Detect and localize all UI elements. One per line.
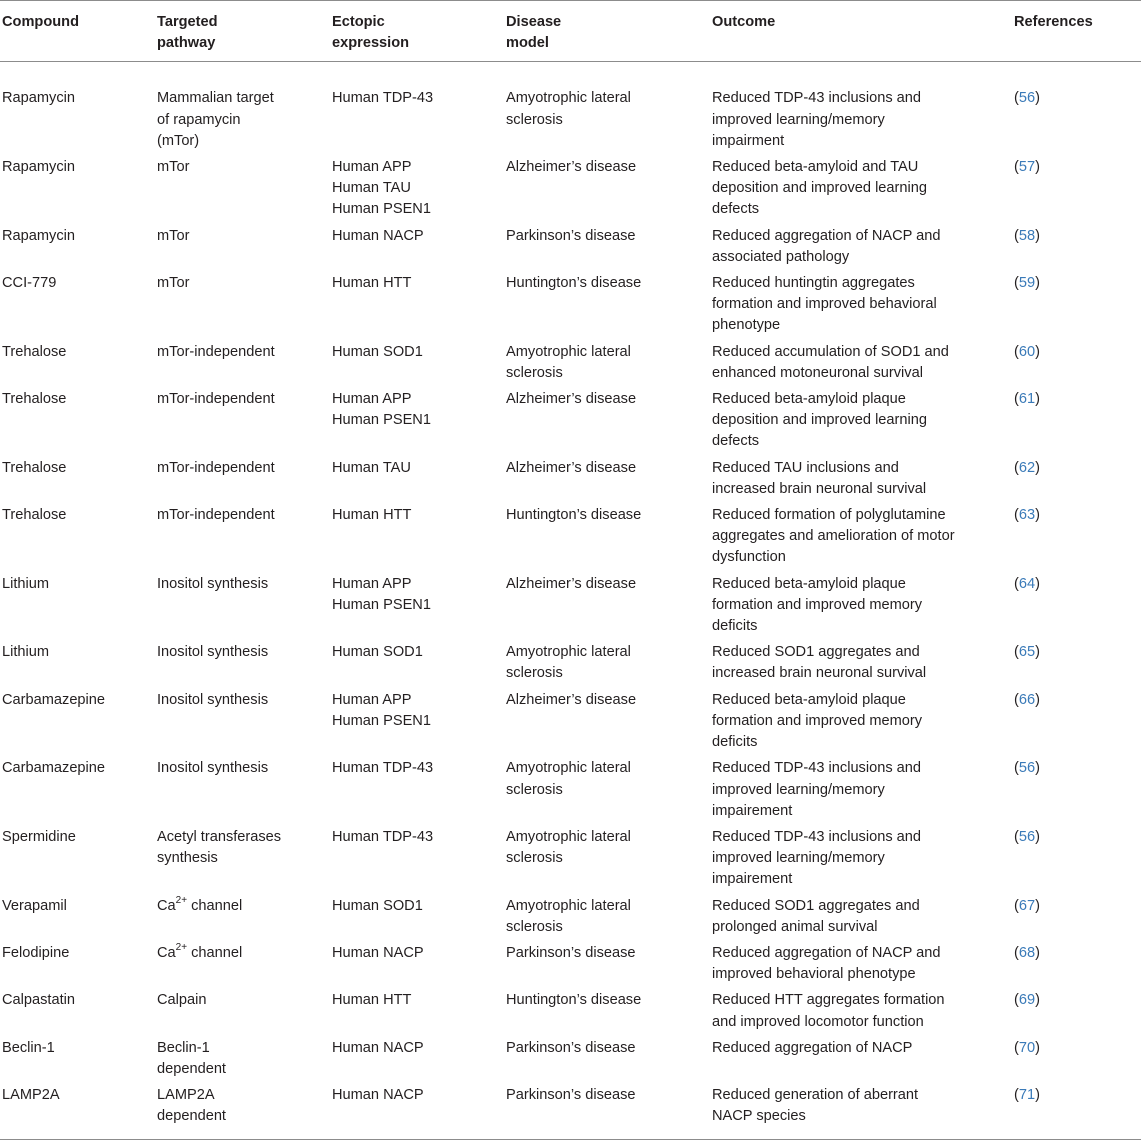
cell-line: expression [332,35,410,52]
cell-line: Parkinson’s disease [506,1039,636,1056]
cell-line: mTor-independent [157,343,275,360]
cell-line: NACP species [712,1108,806,1125]
cell-line: Reduced huntingtin aggregates [712,275,915,292]
cell-line: Reduced beta-amyloid plaque [712,575,906,592]
cell-line: Reduced aggregation of NACP and [712,227,941,244]
cell-line: defects [712,433,760,450]
cell-line: Compound [2,14,80,30]
cell-reference: (57) [1014,159,1040,176]
cell-line: Human PSEN1 [332,712,431,729]
cell-targeted-pathway [155,758,330,827]
cell-line: improved learning/memory [712,850,885,867]
cell-line: deficits [712,618,758,635]
table-row [0,943,1141,990]
cell-line: Inositol synthesis [157,760,269,777]
cell-disease-model [504,1038,710,1085]
cell-ectopic-expression [330,1085,504,1139]
cell-compound: Trehalose [2,391,67,408]
cell-line: increased brain neuronal survival [712,665,927,682]
cell-ectopic-expression [330,896,504,943]
cell-outcome [710,62,1012,157]
cell-outcome [710,342,1012,389]
table-row [0,62,1141,157]
cell-line: Reduced beta-amyloid plaque [712,391,906,408]
cell-line: dysfunction [712,549,786,566]
table-row [0,389,1141,458]
cell-line: sclerosis [506,111,563,128]
cell-targeted-pathway [155,342,330,389]
cell-line: Parkinson’s disease [506,1087,636,1104]
cell-line: Huntington’s disease [506,275,642,292]
cell-outcome [710,458,1012,505]
cell-compound: Carbamazepine [2,691,106,708]
cell-disease-model [504,226,710,273]
cell-line: impairment [712,132,785,149]
cell-disease-model [504,1085,710,1139]
cell-compound: Rapamycin [2,90,75,107]
cell-ectopic-expression [330,943,504,990]
cell-line: improved behavioral phenotype [712,966,916,983]
cell-line: formation and improved memory [712,596,923,613]
table-row [0,505,1141,574]
cell-ectopic-expression [330,157,504,226]
cell-outcome [710,758,1012,827]
header-ectopic-expression [330,1,504,62]
reference-link[interactable]: 64 [1018,575,1036,592]
cell-reference: (61) [1014,391,1040,408]
cell-outcome [710,827,1012,896]
cell-line: Human NACP [332,944,424,961]
table-row [0,574,1141,643]
cell-ectopic-expression [330,1038,504,1085]
cell-disease-model [504,157,710,226]
cell-line: Amyotrophic lateral [506,343,631,360]
cell-ectopic-expression [330,990,504,1037]
cell-ectopic-expression [330,389,504,458]
cell-line: Mammalian target [157,90,274,107]
cell-line: dependent [157,1060,226,1077]
cell-outcome [710,226,1012,273]
cell-line: Reduced aggregation of NACP [712,1039,913,1056]
table-header [0,1,1141,62]
cell-ectopic-expression [330,642,504,689]
cell-disease-model [504,896,710,943]
cell-line: Reduced beta-amyloid and TAU [712,159,919,176]
cell-line: Acetyl transferases [157,828,282,845]
cell-line: Reduced SOD1 aggregates and [712,897,920,914]
cell-line: formation and improved behavioral [712,296,937,313]
cell-compound: Beclin-1 [2,1039,55,1056]
cell-outcome [710,389,1012,458]
cell-line: Reduced formation of polyglutamine [712,507,946,524]
header-targeted-pathway [155,1,330,62]
cell-ectopic-expression [330,574,504,643]
cell-reference: (64) [1014,575,1040,592]
cell-disease-model [504,273,710,342]
reference-link[interactable]: 69 [1018,992,1036,1009]
cell-disease-model [504,827,710,896]
cell-line: defects [712,201,760,218]
cell-disease-model [504,505,710,574]
cell-line: mTor [157,227,190,244]
cell-line: improved learning/memory [712,781,885,798]
cell-reference: (60) [1014,343,1040,360]
cell-line: mTor-independent [157,459,275,476]
cell-ectopic-expression [330,458,504,505]
cell-line: Outcome [712,14,776,30]
table-row [0,758,1141,827]
cell-line: Human TDP-43 [332,90,434,107]
cell-line: sclerosis [506,665,563,682]
reference-link[interactable]: 57 [1018,159,1036,176]
cell-targeted-pathway [155,574,330,643]
cell-line: Amyotrophic lateral [506,644,631,661]
cell-ectopic-expression [330,758,504,827]
cell-compound: Lithium [2,575,50,592]
cell-line: synthesis [157,850,218,867]
cell-compound: Calpastatin [2,992,76,1009]
cell-compound: Rapamycin [2,227,75,244]
cell-reference: (68) [1014,944,1040,961]
cell-line: Inositol synthesis [157,644,269,661]
cell-compound: LAMP2A [2,1087,60,1104]
cell-line: Reduced HTT aggregates formation [712,992,945,1009]
cell-reference: (69) [1014,992,1040,1009]
cell-outcome [710,690,1012,759]
cell-line: Human APP [332,691,412,708]
cell-ectopic-expression [330,342,504,389]
cell-line: Human PSEN1 [332,201,431,218]
cell-outcome [710,505,1012,574]
cell-line: Huntington’s disease [506,992,642,1009]
table-row [0,157,1141,226]
cell-line: Reduced beta-amyloid plaque [712,691,906,708]
cell-line: enhanced motoneuronal survival [712,364,923,381]
reference-link[interactable]: 63 [1018,507,1036,524]
cell-outcome [710,574,1012,643]
cell-reference: (59) [1014,275,1040,292]
cell-line: Disease [506,14,562,30]
table-row [0,1085,1141,1139]
cell-line: deficits [712,734,758,751]
reference-link[interactable]: 68 [1018,944,1036,961]
cell-line: mTor [157,159,190,176]
cell-targeted-pathway [155,389,330,458]
reference-link[interactable]: 65 [1018,644,1036,661]
cell-line: sclerosis [506,850,563,867]
reference-link[interactable]: 60 [1018,343,1036,360]
cell-ectopic-expression [330,62,504,157]
cell-line: Beclin-1 [157,1039,210,1056]
cell-line: Amyotrophic lateral [506,897,631,914]
cell-line: Alzheimer’s disease [506,391,637,408]
cell-targeted-pathway [155,827,330,896]
cell-line: Amyotrophic lateral [506,90,631,107]
cell-line: mTor-independent [157,507,275,524]
cell-reference: (71) [1014,1087,1040,1104]
cell-reference: (56) [1014,90,1040,107]
cell-line: Reduced TAU inclusions and [712,459,899,476]
cell-reference: (67) [1014,897,1040,914]
cell-targeted-pathway [155,157,330,226]
header-disease-model [504,1,710,62]
cell-line: Huntington’s disease [506,507,642,524]
cell-line: Reduced TDP-43 inclusions and [712,760,922,777]
cell-line: Reduced aggregation of NACP and [712,944,941,961]
cell-targeted-pathway [155,896,330,943]
cell-line: Inositol synthesis [157,575,269,592]
cell-line: Reduced TDP-43 inclusions and [712,828,922,845]
cell-line: deposition and improved learning [712,180,927,197]
header-references [1012,1,1141,62]
cell-line: Amyotrophic lateral [506,760,631,777]
cell-disease-model [504,642,710,689]
cell-targeted-pathway [155,642,330,689]
reference-link[interactable]: 58 [1018,227,1036,244]
cell-line: Parkinson’s disease [506,944,636,961]
table-row [0,896,1141,943]
cell-line: Alzheimer’s disease [506,159,637,176]
cell-disease-model [504,758,710,827]
cell-line: Amyotrophic lateral [506,828,631,845]
cell-targeted-pathway [155,458,330,505]
cell-reference: (66) [1014,691,1040,708]
table-row [0,273,1141,342]
reference-link[interactable]: 67 [1018,897,1036,914]
cell-line: Calpain [157,992,207,1009]
table-row [0,1038,1141,1085]
cell-line: improved learning/memory [712,111,885,128]
cell-targeted-pathway [155,990,330,1037]
cell-compound: Verapamil [2,897,67,914]
cell-line: dependent [157,1108,226,1125]
cell-targeted-pathway [155,1038,330,1085]
cell-line: phenotype [712,317,781,334]
cell-line: mTor [157,275,190,292]
cell-outcome [710,896,1012,943]
cell-outcome [710,157,1012,226]
cell-targeted-pathway [155,1085,330,1139]
header-outcome [710,1,1012,62]
cell-line: and improved locomotor function [712,1013,924,1030]
cell-line: Ectopic [332,14,385,30]
cell-line: Targeted [157,14,218,30]
cell-targeted-pathway [155,62,330,157]
cell-compound: Felodipine [2,944,70,961]
cell-line: Reduced SOD1 aggregates and [712,644,920,661]
cell-compound: CCI-779 [2,275,57,292]
cell-line: Human TAU [332,459,411,476]
reference-link[interactable]: 70 [1018,1039,1036,1056]
cell-compound: Spermidine [2,828,76,845]
cell-line: Reduced generation of aberrant [712,1087,919,1104]
cell-compound: Lithium [2,644,50,661]
cell-targeted-pathway [155,943,330,990]
cell-line: pathway [157,35,216,52]
cell-reference: (63) [1014,507,1040,524]
cell-line: prolonged animal survival [712,918,878,935]
table-body [0,62,1141,1139]
cell-targeted-pathway [155,273,330,342]
cell-outcome [710,273,1012,342]
cell-line: sclerosis [506,364,563,381]
cell-line: sclerosis [506,918,563,935]
cell-line: LAMP2A [157,1087,215,1104]
cell-line: Human TDP-43 [332,828,434,845]
cell-line: Human SOD1 [332,343,423,360]
cell-ectopic-expression [330,505,504,574]
cell-line: sclerosis [506,781,563,798]
reference-link[interactable]: 56 [1018,90,1036,107]
cell-line: associated pathology [712,248,850,265]
cell-line: Parkinson’s disease [506,227,636,244]
cell-disease-model [504,62,710,157]
cell-reference: (70) [1014,1039,1040,1056]
cell-line: Human SOD1 [332,644,423,661]
cell-line: Human APP [332,575,412,592]
cell-disease-model [504,574,710,643]
cell-reference: (58) [1014,227,1040,244]
cell-line: formation and improved memory [712,712,923,729]
cell-disease-model [504,389,710,458]
cell-line: Human APP [332,159,412,176]
cell-line: Alzheimer’s disease [506,459,637,476]
cell-ectopic-expression [330,690,504,759]
cell-line: Human NACP [332,1039,424,1056]
cell-line: Human TDP-43 [332,760,434,777]
cell-reference: (56) [1014,760,1040,777]
cell-line: Human NACP [332,227,424,244]
cell-targeted-pathway [155,226,330,273]
cell-line: impairement [712,802,793,819]
cell-compound: Trehalose [2,343,67,360]
cell-line: Reduced accumulation of SOD1 and [712,343,949,360]
cell-line: increased brain neuronal survival [712,480,927,497]
cell-line: deposition and improved learning [712,412,927,429]
cell-outcome [710,1038,1012,1085]
reference-link[interactable]: 71 [1018,1087,1036,1104]
table-row [0,690,1141,759]
cell-line: References [1014,14,1093,30]
cell-line: $Ca^{2+}$ channel [157,894,243,914]
cell-line: impairement [712,871,793,888]
cell-reference: (62) [1014,459,1040,476]
cell-line: of rapamycin [157,111,241,128]
cell-line: Alzheimer’s disease [506,575,637,592]
cell-disease-model [504,690,710,759]
cell-line: $Ca^{2+}$ channel [157,942,243,961]
cell-compound: Carbamazepine [2,760,106,777]
cell-line: Reduced TDP-43 inclusions and [712,90,922,107]
table-row [0,642,1141,689]
cell-line: Human HTT [332,992,412,1009]
cell-line: Human PSEN1 [332,412,431,429]
cell-ectopic-expression [330,827,504,896]
cell-line: Human SOD1 [332,897,423,914]
cell-line: (mTor) [157,132,200,149]
cell-line: Alzheimer’s disease [506,691,637,708]
reference-link[interactable]: 56 [1018,760,1036,777]
cell-reference: (56) [1014,828,1040,845]
cell-outcome [710,943,1012,990]
reference-link[interactable]: 59 [1018,275,1036,292]
cell-line: Human HTT [332,507,412,524]
cell-line: Human NACP [332,1087,424,1104]
header-compound [0,1,155,62]
cell-outcome [710,1085,1012,1139]
reference-link[interactable]: 62 [1018,459,1036,476]
reference-link[interactable]: 66 [1018,691,1036,708]
cell-line: mTor-independent [157,391,275,408]
cell-ectopic-expression [330,226,504,273]
cell-compound: Trehalose [2,507,67,524]
cell-disease-model [504,342,710,389]
cell-line: aggregates and amelioration of motor [712,528,955,545]
table-row [0,226,1141,273]
reference-link[interactable]: 61 [1018,391,1036,408]
cell-compound: Trehalose [2,459,67,476]
cell-disease-model [504,990,710,1037]
cell-line: Human PSEN1 [332,596,431,613]
reference-link[interactable]: 56 [1018,828,1036,845]
cell-targeted-pathway [155,505,330,574]
cell-line: Human HTT [332,275,412,292]
cell-line: Human APP [332,391,412,408]
header-row [0,1,1141,62]
cell-outcome [710,642,1012,689]
table-row [0,990,1141,1037]
table-row [0,342,1141,389]
cell-disease-model [504,943,710,990]
cell-reference: (65) [1014,644,1040,661]
cell-line: model [506,35,549,52]
cell-line: Human TAU [332,180,411,197]
cell-ectopic-expression [330,273,504,342]
cell-targeted-pathway [155,690,330,759]
cell-outcome [710,990,1012,1037]
cell-compound: Rapamycin [2,159,75,176]
table-row [0,827,1141,896]
table-row [0,458,1141,505]
cell-disease-model [504,458,710,505]
cell-line: Inositol synthesis [157,691,269,708]
